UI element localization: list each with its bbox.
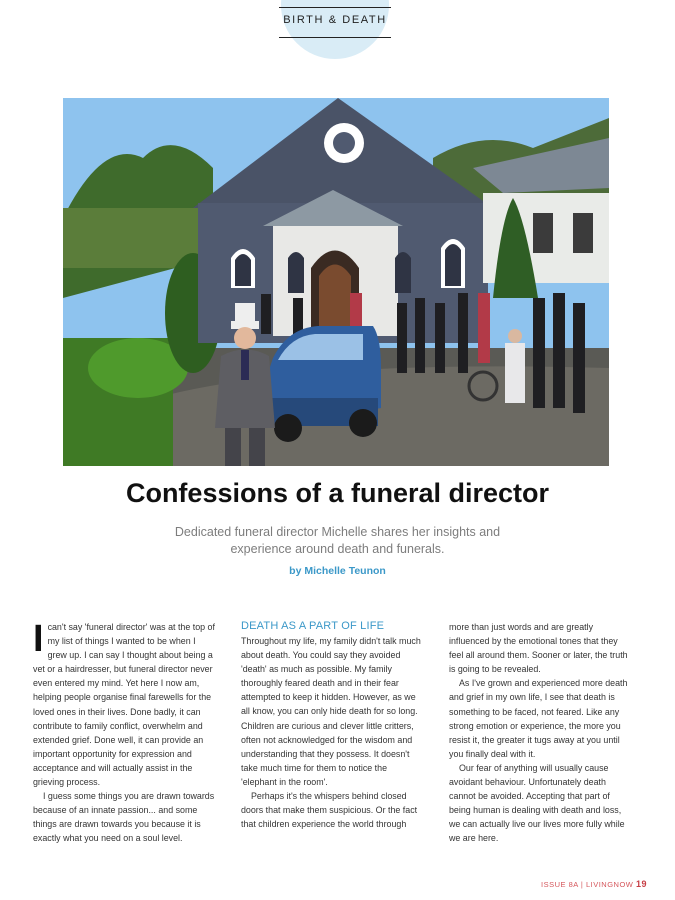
drop-cap: I xyxy=(33,618,44,660)
body-column-3 xyxy=(449,620,633,846)
paragraph-3: Throughout my life, my family didn't talk much about death. You could say they avoided 'death' as much as possible. My family thoroughly feared death and in their fear attempted to keep it hidden. However, as we all know, you can only hide death for so long. Children are curious and clever little critters, often not acknowledged for the wisdom and understanding that they possess. It doesn't take much time for them to notice the 'elephant in the room'. xyxy=(241,636,421,787)
section-tag-rule-bottom xyxy=(279,37,391,38)
paragraph-1-text: can't say 'funeral director' was at the top of my list of things I wanted to be when I grew up. I can say I thought about being a vet or a hairdresser, but funeral director never even entered my mind. Yet here I now am, helping people organise final farewells for the loved ones in their lives. Done badly, it can contribute to family conflict, overwhelm and extended grief. Done well, it can provide an important opportunity for expression and acceptance and will actually assist in the grieving process. xyxy=(33,622,215,788)
section-label: BIRTH & DEATH xyxy=(283,14,387,26)
page-number: 19 xyxy=(635,879,647,889)
article-standfirst xyxy=(140,524,535,558)
hero-photo xyxy=(63,98,609,466)
section-tag-bubble xyxy=(281,0,389,59)
paragraph-7: Our fear of anything will usually cause avoidant behaviour. Unfortunately death cannot be avoided. Accepting that part of being human is dealing with death and loss, we can actually live our lives more fully while we are here. xyxy=(449,762,625,844)
paragraph-6: As I've grown and experienced more death and grief in my own life, I see that death is something to be faced, not feared. Like any strong emotion or experience, the more you resist it, the greater it tugs away at you until you finally deal with it. xyxy=(449,678,628,759)
article-byline: by Michelle Teunon xyxy=(289,565,386,577)
body-column-1 xyxy=(33,620,217,846)
body-column-2 xyxy=(241,620,425,831)
page-footer xyxy=(541,879,647,889)
issue-label: ISSUE 8A | LIVINGNOW xyxy=(541,880,634,889)
standfirst-line-1: Dedicated funeral director Michelle shares her insights and xyxy=(174,525,501,539)
paragraph-5: more than just words and are greatly influenced by the emotional tones that they feel all around them. Sooner or later, the truth is going to be revealed. xyxy=(449,622,628,675)
section-tag xyxy=(279,5,391,63)
section-tag-rule-top xyxy=(279,7,391,8)
standfirst-line-2: experience around death and funerals. xyxy=(230,542,445,556)
paragraph-4: Perhaps it's the whispers behind closed doors that make them suspicious. Or the fact that children experience the world through xyxy=(241,791,418,830)
article-title: Confessions of a funeral director xyxy=(125,478,550,508)
section-subhead: DEATH AS A PART OF LIFE xyxy=(241,620,385,632)
paragraph-2: I guess some things you are drawn towards because of an innate passion... and some things are drawn towards you because it is exactly what you need on a soul level. xyxy=(33,791,215,844)
paragraph-1 xyxy=(33,620,217,789)
